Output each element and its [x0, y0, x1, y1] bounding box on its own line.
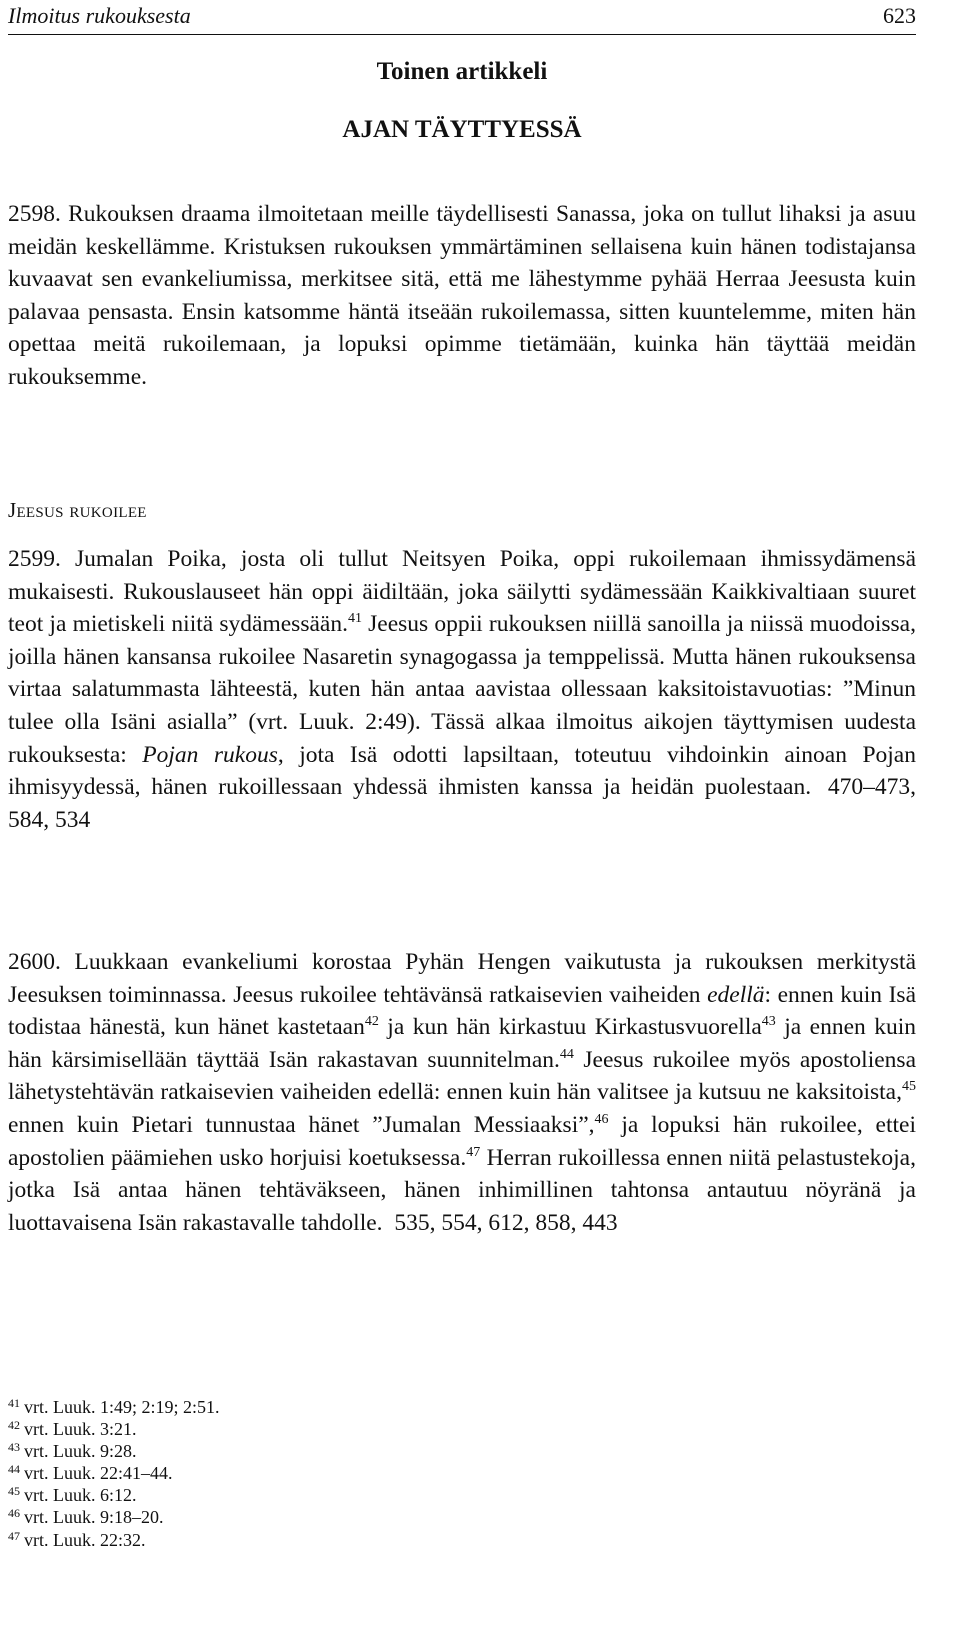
- paragraph-2600: [8, 946, 916, 1239]
- text-span: Jeesus rukoilee myös apostoliensa lähetystehtävän ratkaisevien vaiheiden edellä: ennen kuin hän valitsee ja kutsuu ne kaksitoista,: [8, 1046, 916, 1106]
- footnote: [8, 1506, 916, 1528]
- footnote-ref: 41: [347, 611, 362, 627]
- cross-references: 535, 554, 612, 858, 443: [394, 1209, 618, 1236]
- emphasis: Pojan rukous: [142, 741, 278, 768]
- footnote-text: vrt. Luuk. 22:41–44.: [24, 1463, 173, 1484]
- footnote-text: vrt. Luuk. 6:12.: [24, 1485, 137, 1506]
- footnotes: [8, 1396, 916, 1551]
- page-number: 623: [883, 3, 916, 28]
- paragraph-2599: [8, 543, 916, 836]
- footnote: [8, 1440, 916, 1462]
- text-span: ja lopuksi hän rukoilee, ettei apostolien päämiehen usko horjuisi koetuksessa.: [8, 1111, 916, 1171]
- text-span: ja kun hän kirkastuu Kirkastusvuorella: [378, 1014, 762, 1041]
- footnote-mark: 41: [8, 1396, 20, 1410]
- text-span: 2599. Jumalan Poika, josta oli tullut Neitsyen Poika, oppi rukoilemaan ihmissydämensä mukaisesti. Rukouslauseet hän oppi äidiltään, joka säilytti sydämessään Kaikkivaltiaan suuret teot ja mietiskeli niitä sydämessään.: [8, 546, 916, 638]
- footnote-mark: 45: [8, 1484, 20, 1499]
- footnote-ref: 43: [761, 1014, 776, 1030]
- text-span: 2600. Luukkaan evankeliumi korostaa Pyhän Hengen vaikutusta ja rukouksen merkitystä Jeesuksen toiminnassa. Jeesus rukoilee tehtävänsä ratkaisevien vaiheiden: [8, 949, 916, 1008]
- footnote-text: vrt. Luuk. 1:49; 2:19; 2:51.: [24, 1397, 220, 1417]
- text-span: Herran rukoillessa ennen niitä pelastustekoja, jotka Isä antaa hänen tehtäväkseen, hänen inhimillinen tahtonsa antautuu nöyränä ja luottavaisena Isän rakastavalle tahdolle.: [8, 1144, 916, 1236]
- text-span: ja ennen kuin hän kärsimisellään täyttää Isän rakastavan suunnitelman.: [8, 1014, 916, 1073]
- footnote-text: vrt. Luuk. 3:21.: [24, 1419, 137, 1440]
- footnote-text: vrt. Luuk. 22:32.: [24, 1529, 146, 1550]
- article-heading: Toinen artikkeli: [376, 58, 548, 85]
- text-span: , jota Isä odotti lapsiltaan, toteutuu vihdoinkin ainoan Pojan ihmisyydessä, hänen rukoillessaan yhdessä ihmisten kanssa ja heidän puolestaan.: [8, 741, 916, 801]
- subheading-jesus-prays: Jeesus rukoilee: [8, 498, 147, 522]
- footnote: [8, 1396, 916, 1418]
- footnote-ref: 45: [902, 1079, 916, 1095]
- paragraph-2598: 2598. Rukouksen draama ilmoitetaan meille täydellisesti Sanassa, joka on tullut lihaksi ja asuu meidän keskellämme. Kristuksen rukouksen ymmärtäminen sellaisena kuin hänen todistajansa kuvaavat sen evankeliumissa, merkitsee sitä, että me lähestymme pyhää Herraa Jeesusta kuin palavaa pensasta. Ensin katsomme häntä itseään rukoilemassa, sitten kuuntelemme, miten hän opettaa meitä rukoilemaan, ja lopuksi opimme tietämään, kuinka hän täyttää meidän rukouksemme.: [8, 201, 916, 390]
- footnote-text: vrt. Luuk. 9:18–20.: [24, 1507, 164, 1528]
- text-span: Jeesus oppii rukouksen niillä sanoilla ja niissä muodoissa, joilla hänen kansansa rukoilee Nasaretin synagogassa ja temppelissä. Mutta hänen rukouksensa virtaa salatummasta lähteestä, kuten hän antaa aavistaa ollessaan kaksitoistavuotias: ”Minun tulee olla Isäni asialla” (vrt. Luuk. 2:49). Tässä alkaa ilmoitus aikojen täyttymisen uudesta rukouksesta:: [8, 611, 916, 768]
- footnote-ref: 44: [559, 1046, 574, 1062]
- footnote-mark: 44: [8, 1462, 20, 1477]
- footnote-mark: 42: [8, 1418, 20, 1433]
- running-title: Ilmoitus rukouksesta: [8, 3, 191, 28]
- footnote-mark: 43: [8, 1440, 20, 1455]
- footnote-ref: 47: [466, 1144, 481, 1160]
- text-span: : ennen kuin Isä todistaa hänestä, kun hänet kastetaan: [8, 981, 916, 1041]
- footnote-text: vrt. Luuk. 9:28.: [24, 1441, 137, 1462]
- footnote: [8, 1462, 916, 1484]
- footnote: [8, 1484, 916, 1506]
- emphasis: edellä: [707, 981, 765, 1008]
- footnote: [8, 1418, 916, 1440]
- footnote-mark: 47: [8, 1528, 20, 1543]
- footnote: [8, 1529, 916, 1551]
- cross-references: 470–473, 584, 534: [8, 774, 917, 833]
- running-header: [8, 2, 916, 35]
- footnote-ref: 46: [594, 1111, 609, 1127]
- section-heading: AJAN TÄYTTYESSÄ: [342, 116, 582, 143]
- footnote-mark: 46: [8, 1506, 20, 1521]
- footnote-ref: 42: [364, 1014, 379, 1030]
- text-span: ennen kuin Pietari tunnustaa hänet ”Jumalan Messiaaksi”,: [8, 1111, 595, 1138]
